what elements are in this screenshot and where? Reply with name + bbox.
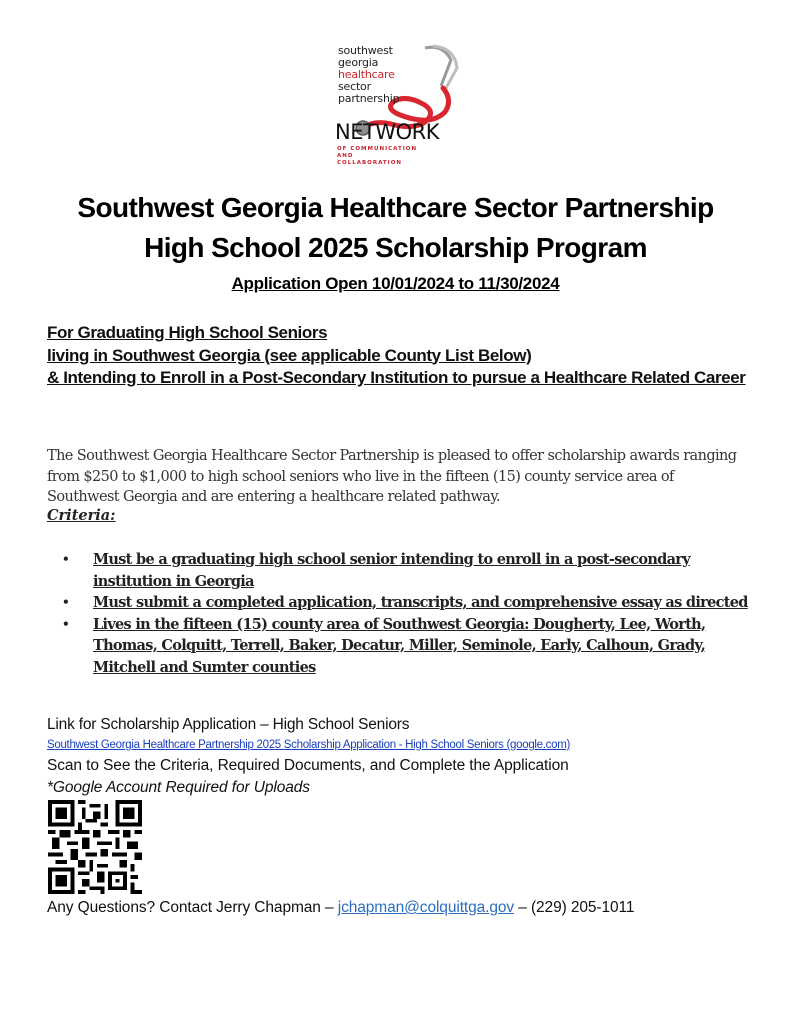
- contact-prefix: Any Questions? Contact Jerry Chapman –: [47, 899, 338, 916]
- logo-subtitle: OF COMMUNICATION: [337, 146, 418, 152]
- eligibility-line: & Intending to Enroll in a Post-Secondary Institution to pursue a Healthcare Related Career: [47, 368, 746, 387]
- eligibility-line: For Graduating High School Seniors: [47, 323, 328, 342]
- criteria-label: Criteria:: [47, 507, 116, 524]
- logo-subtitle: AND: [337, 153, 354, 159]
- criteria-item-text: Must be a graduating high school senior intending to enroll in a post-secondary institution in Georgia: [93, 551, 690, 590]
- criteria-item: [62, 614, 757, 679]
- application-link-label: Link for Scholarship Application – High School Seniors: [47, 716, 410, 733]
- logo-network-text: NETWORK: [335, 120, 439, 144]
- eligibility-line: living in Southwest Georgia (see applicable County List Below): [47, 345, 532, 365]
- eligibility-heading: [47, 322, 747, 390]
- criteria-item-text: Lives in the fifteen (15) county area of Southwest Georgia: Dougherty, Lee, Worth, Thomas, Colquitt, Terrell, Baker, Decatur, Miller, Seminole, Early, Calhoun, Grady, Mitchell and Sumter counties: [93, 615, 706, 676]
- logo-line: southwest: [338, 44, 393, 57]
- application-dates: Application Open 10/01/2024 to 11/30/2024: [231, 274, 560, 293]
- page-subtitle: High School 2025 Scholarship Program: [144, 232, 647, 263]
- page-title: Southwest Georgia Healthcare Sector Partnership: [77, 192, 714, 223]
- logo-line: sector: [338, 80, 371, 93]
- logo-line: partnership: [338, 92, 400, 105]
- criteria-item-text: Must submit a completed application, transcripts, and comprehensive essay as directed: [93, 594, 748, 611]
- intro-paragraph: The Southwest Georgia Healthcare Sector Partnership is pleased to offer scholarship awards ranging from $250 to $1,000 to high school seniors who live in the fifteen (15) county service area of Southwest Georgia and are entering a healthcare related pathway.: [47, 448, 737, 505]
- logo-line: healthcare: [338, 68, 395, 81]
- logo-line: georgia: [338, 56, 379, 69]
- google-account-note: *Google Account Required for Uploads: [47, 779, 310, 796]
- logo-subtitle: COLLABORATION: [337, 160, 402, 166]
- contact-phone: – (229) 205-1011: [514, 899, 635, 916]
- bullet-icon: •: [62, 595, 69, 609]
- criteria-list: [62, 549, 757, 678]
- bullet-icon: •: [62, 616, 69, 631]
- partnership-logo: [333, 42, 463, 177]
- contact-line: [47, 899, 634, 917]
- application-link[interactable]: Southwest Georgia Healthcare Partnership 2025 Scholarship Application - High School Seniors (google.com): [47, 739, 571, 751]
- contact-email-link[interactable]: jchapman@colquittga.gov: [337, 899, 515, 916]
- criteria-item: [62, 549, 757, 592]
- scan-instructions: Scan to See the Criteria, Required Documents, and Complete the Application: [47, 757, 569, 774]
- bullet-icon: •: [62, 552, 69, 566]
- criteria-item: [62, 592, 757, 614]
- qr-code-icon[interactable]: [47, 800, 143, 894]
